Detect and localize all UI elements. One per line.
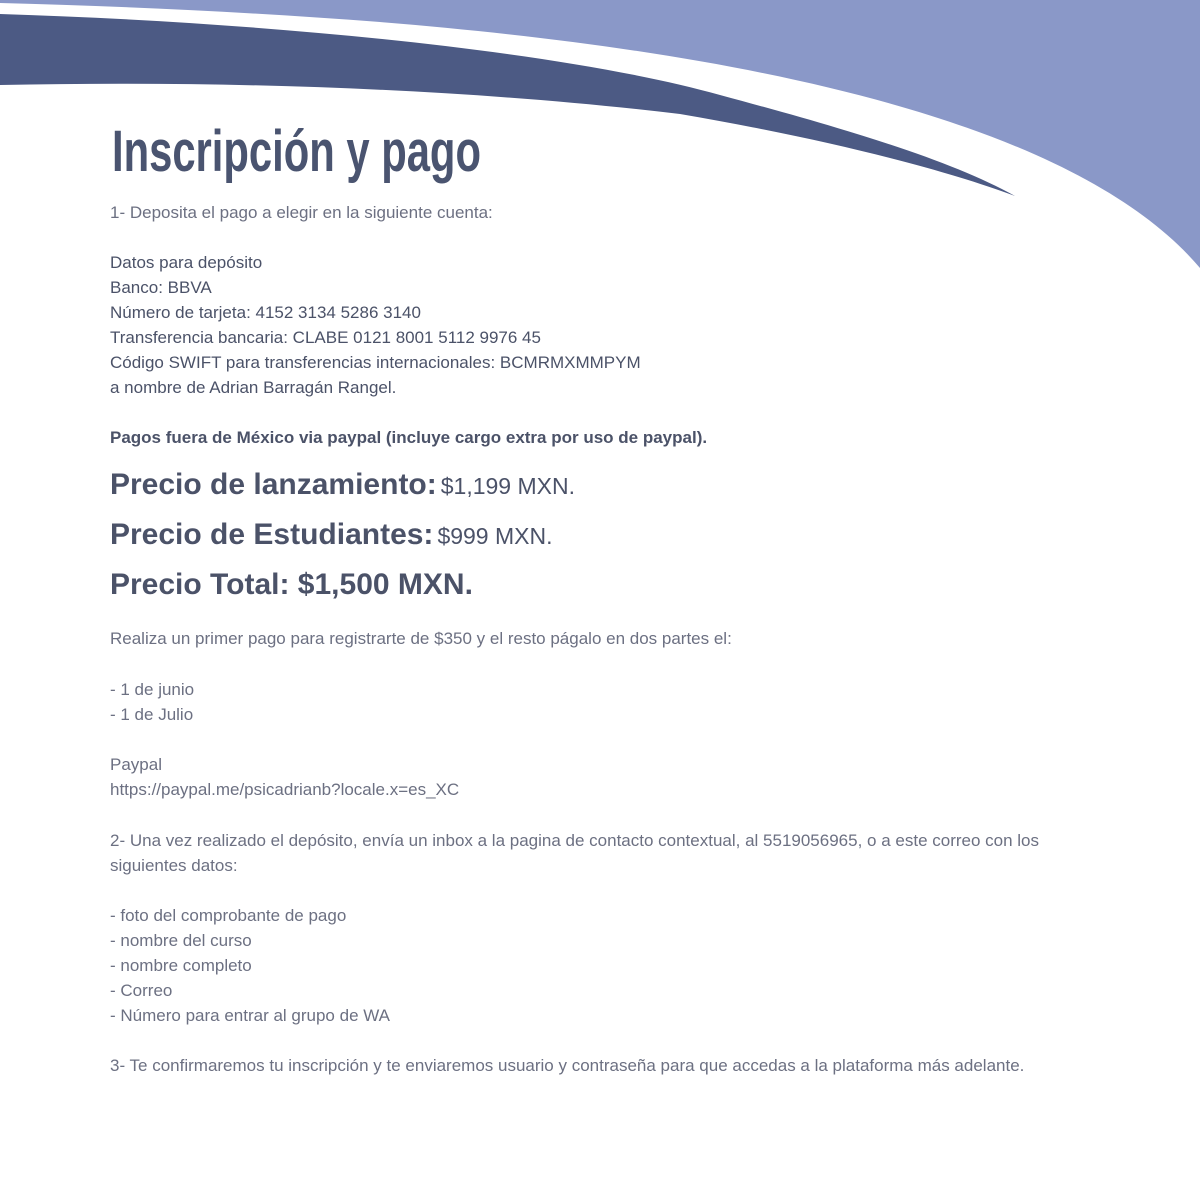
student-price-label: Precio de Estudiantes: bbox=[110, 518, 434, 551]
launch-price bbox=[110, 465, 575, 506]
required-data-item: - foto del comprobante de pago bbox=[110, 906, 347, 925]
bank-name: Banco: BBVA bbox=[110, 278, 212, 297]
required-data-item: - Número para entrar al grupo de WA bbox=[110, 1006, 390, 1025]
launch-price-amount: $1,199 MXN. bbox=[440, 473, 575, 499]
paypal-link[interactable]: https://paypal.me/psicadrianb?locale.x=es_XC bbox=[110, 780, 460, 799]
student-price-amount: $999 MXN. bbox=[437, 523, 553, 549]
card-number: Número de tarjeta: 4152 3134 5286 3140 bbox=[110, 303, 421, 322]
installment-date: - 1 de junio bbox=[110, 680, 195, 699]
paypal-label: Paypal bbox=[110, 755, 162, 774]
installments-intro: Realiza un primer pago para registrarte de $350 y el resto págalo en dos partes el: bbox=[110, 629, 732, 648]
installment-date: - 1 de Julio bbox=[110, 705, 194, 724]
required-data-item: - nombre completo bbox=[110, 956, 252, 975]
step-2-instruction: 2- Una vez realizado el depósito, envía un inbox a la pagina de contacto contextual, al 5519056965, o a este correo con los bbox=[110, 831, 1040, 850]
step-2-instruction-continued: siguientes datos: bbox=[110, 856, 238, 875]
step-3-instruction: 3- Te confirmaremos tu inscripción y te enviaremos usuario y contraseña para que accedas a la plataforma más adelante. bbox=[110, 1056, 1025, 1075]
swift-code: Código SWIFT para transferencias internacionales: BCMRMXMMPYM bbox=[110, 353, 641, 372]
paypal-note: Pagos fuera de México via paypal (incluye cargo extra por uso de paypal). bbox=[110, 428, 708, 447]
total-price-label: Precio Total: $1,500 MXN. bbox=[110, 568, 473, 601]
clabe-transfer: Transferencia bancaria: CLABE 0121 8001 5112 9976 45 bbox=[110, 328, 541, 347]
step-1-instruction: 1- Deposita el pago a elegir en la siguiente cuenta: bbox=[110, 203, 493, 222]
student-price bbox=[110, 515, 553, 556]
total-price bbox=[110, 565, 473, 605]
required-data-item: - nombre del curso bbox=[110, 931, 252, 950]
page-title: Inscripción y pago bbox=[112, 119, 481, 184]
required-data-item: - Correo bbox=[110, 981, 173, 1000]
account-holder: a nombre de Adrian Barragán Rangel. bbox=[110, 378, 397, 397]
launch-price-label: Precio de lanzamiento: bbox=[110, 468, 437, 501]
deposit-heading: Datos para depósito bbox=[110, 253, 263, 272]
